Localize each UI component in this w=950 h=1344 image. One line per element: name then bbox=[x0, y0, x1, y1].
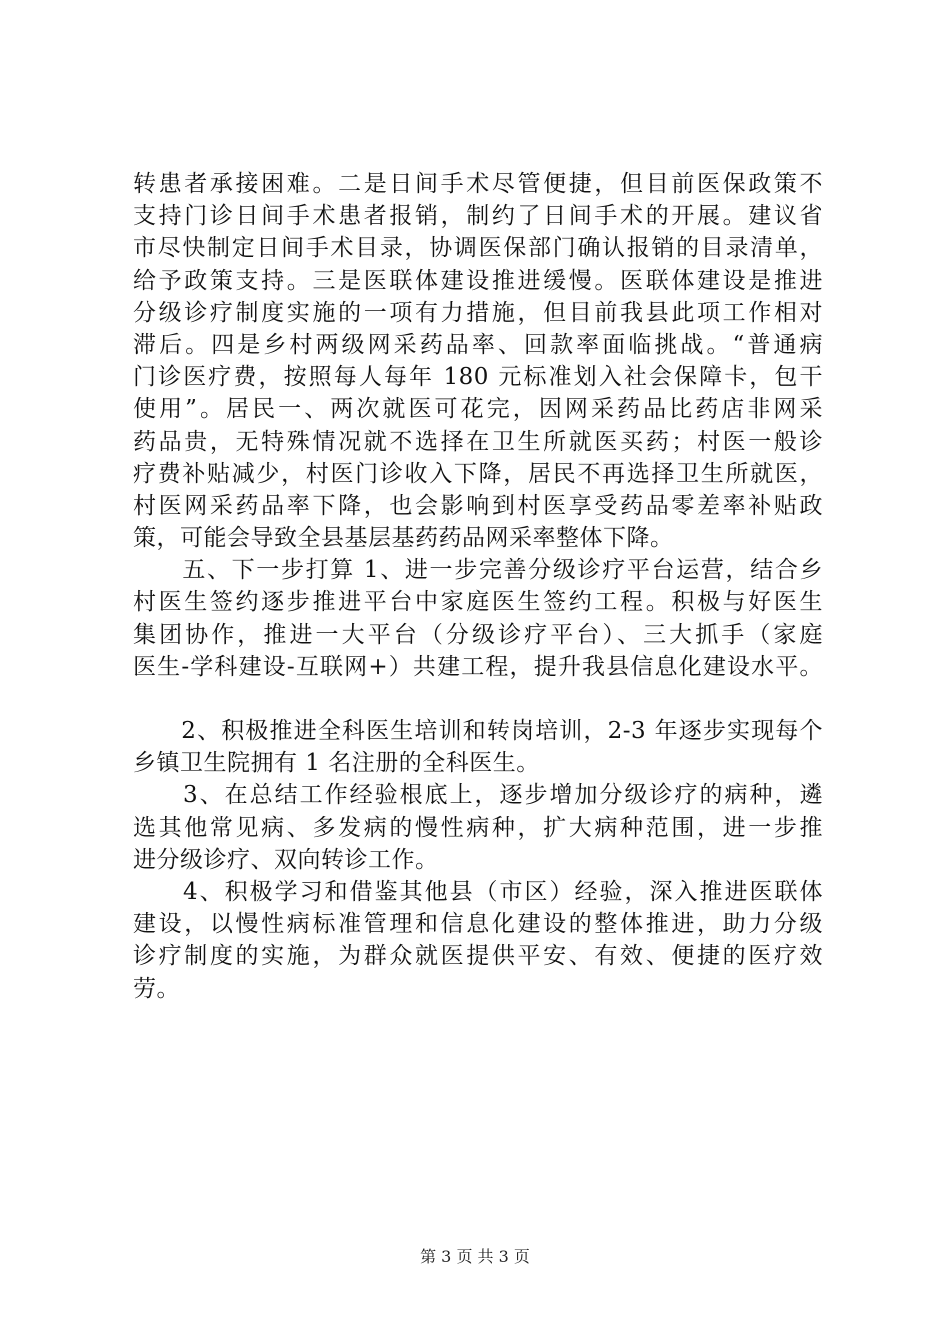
text-line: 策，可能会导致全县基层基药药品网采率整体下降。 bbox=[133, 525, 674, 552]
text-line: 市尽快制定日间手术目录，协调医保部门确认报销的目录清单， bbox=[133, 235, 823, 262]
page-footer bbox=[0, 1244, 950, 1267]
text-line: 诊疗制度的实施，为群众就医提供平安、有效、便捷的医疗效 bbox=[133, 943, 823, 970]
text-line: 乡镇卫生院拥有 1 名注册的全科医生。 bbox=[133, 750, 540, 777]
text-line: 五、下一步打算 1、进一步完善分级诊疗平台运营，结合乡 bbox=[133, 557, 823, 584]
text-line: 集团协作，推进一大平台（分级诊疗平台）、三大抓手（家庭 bbox=[133, 621, 823, 648]
text-line: 劳。 bbox=[133, 975, 180, 1002]
text-line: 2、积极推进全科医生培训和转岗培训，2-3 年逐步实现每个 bbox=[133, 718, 823, 744]
text-line: 门诊医疗费，按照每人每年 180 元标准划入社会保障卡，包干 bbox=[133, 364, 823, 391]
text-line: 选其他常见病、多发病的慢性病种，扩大病种范围，进一步推 bbox=[133, 814, 823, 841]
text-line: 支持门诊日间手术患者报销，制约了日间手术的开展。建议省 bbox=[133, 203, 823, 230]
text-line: 村医生签约逐步推进平台中家庭医生签约工程。积极与好医生 bbox=[133, 589, 823, 616]
text-line: 3、在总结工作经验根底上，逐步增加分级诊疗的病种，遴 bbox=[133, 782, 823, 809]
page-number-label: 第 3 页 共 3 页 bbox=[420, 1247, 530, 1266]
text-line: 疗费补贴减少，村医门诊收入下降，居民不再选择卫生所就医， bbox=[133, 460, 823, 487]
text-line: 给予政策支持。三是医联体建设推进缓慢。医联体建设是推进 bbox=[133, 267, 823, 294]
document-body bbox=[133, 168, 823, 1005]
text-line: 使用”。居民一、两次就医可花完，因网采药品比药店非网采 bbox=[133, 396, 823, 423]
text-line: 4、积极学习和借鉴其他县（市区）经验，深入推进医联体 bbox=[133, 878, 823, 905]
paragraph-gap bbox=[133, 683, 823, 715]
text-line: 医生-学科建设-互联网+）共建工程，提升我县信息化建设水平。 bbox=[133, 653, 823, 680]
text-line: 进分级诊疗、双向转诊工作。 bbox=[133, 846, 439, 873]
text-line: 建设，以慢性病标准管理和信息化建设的整体推进，助力分级 bbox=[133, 911, 823, 938]
text-line: 药品贵，无特殊情况就不选择在卫生所就医买药；村医一般诊 bbox=[133, 428, 823, 455]
text-line: 转患者承接困难。二是日间手术尽管便捷，但目前医保政策不 bbox=[133, 171, 823, 197]
text-line: 村医网采药品率下降，也会影响到村医享受药品零差率补贴政 bbox=[133, 492, 823, 519]
text-line: 滞后。四是乡村两级网采药品率、回款率面临挑战。“普通病 bbox=[133, 331, 823, 358]
text-line: 分级诊疗制度实施的一项有力措施，但目前我县此项工作相对 bbox=[133, 299, 823, 326]
